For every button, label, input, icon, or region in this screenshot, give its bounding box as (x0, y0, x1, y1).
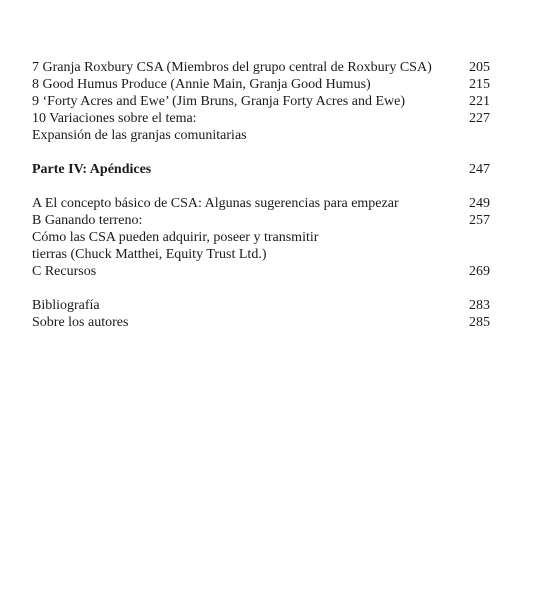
spacer (32, 280, 490, 297)
toc-entry-bibliography (32, 297, 490, 314)
toc-entry-part-iv (32, 161, 490, 178)
toc-entry-appendix-b (32, 212, 490, 229)
toc-entry-about-authors (32, 314, 490, 331)
toc-entry-page: 215 (469, 77, 490, 92)
toc-entry-page: 221 (469, 94, 490, 109)
toc-entry-title: 8 Good Humus Produce (Annie Main, Granja Good Humus) (32, 77, 371, 92)
toc-entry-chapter-9 (32, 93, 490, 110)
toc-entry-appendix-b-line2 (32, 229, 490, 246)
toc-entry-chapter-10-subtitle (32, 127, 490, 144)
toc-entry-title: Bibliografía (32, 298, 100, 313)
toc-entry-title: Sobre los autores (32, 315, 129, 330)
toc-entry-title: 10 Variaciones sobre el tema: (32, 111, 197, 126)
toc-entry-title: 9 ‘Forty Acres and Ewe’ (Jim Bruns, Granja Forty Acres and Ewe) (32, 94, 405, 109)
toc-entry-chapter-8 (32, 76, 490, 93)
table-of-contents (32, 59, 490, 331)
toc-entry-page: 247 (469, 162, 490, 177)
toc-entry-title: 7 Granja Roxbury CSA (Miembros del grupo central de Roxbury CSA) (32, 60, 432, 75)
toc-entry-page: 269 (469, 264, 490, 279)
toc-entry-title: Expansión de las granjas comunitarias (32, 128, 247, 143)
spacer (32, 178, 490, 195)
toc-entry-title: C Recursos (32, 264, 97, 279)
toc-entry-page: 285 (469, 315, 490, 330)
toc-part-title: Parte IV: Apéndices (32, 162, 152, 177)
toc-entry-page: 249 (469, 196, 490, 211)
toc-entry-appendix-c (32, 263, 490, 280)
toc-entry-page: 283 (469, 298, 490, 313)
toc-entry-title: B Ganando terreno: (32, 213, 143, 228)
toc-entry-title: tierras (Chuck Matthei, Equity Trust Ltd.) (32, 247, 267, 262)
toc-entry-page: 257 (469, 213, 490, 228)
toc-entry-appendix-b-line3 (32, 246, 490, 263)
toc-entry-title: A El concepto básico de CSA: Algunas sugerencias para empezar (32, 196, 399, 211)
toc-entry-chapter-10 (32, 110, 490, 127)
toc-entry-appendix-a (32, 195, 490, 212)
toc-entry-chapter-7 (32, 59, 490, 76)
toc-entry-title: Cómo las CSA pueden adquirir, poseer y transmitir (32, 230, 319, 245)
spacer (32, 144, 490, 161)
toc-entry-page: 227 (469, 111, 490, 126)
toc-entry-page: 205 (469, 60, 490, 75)
